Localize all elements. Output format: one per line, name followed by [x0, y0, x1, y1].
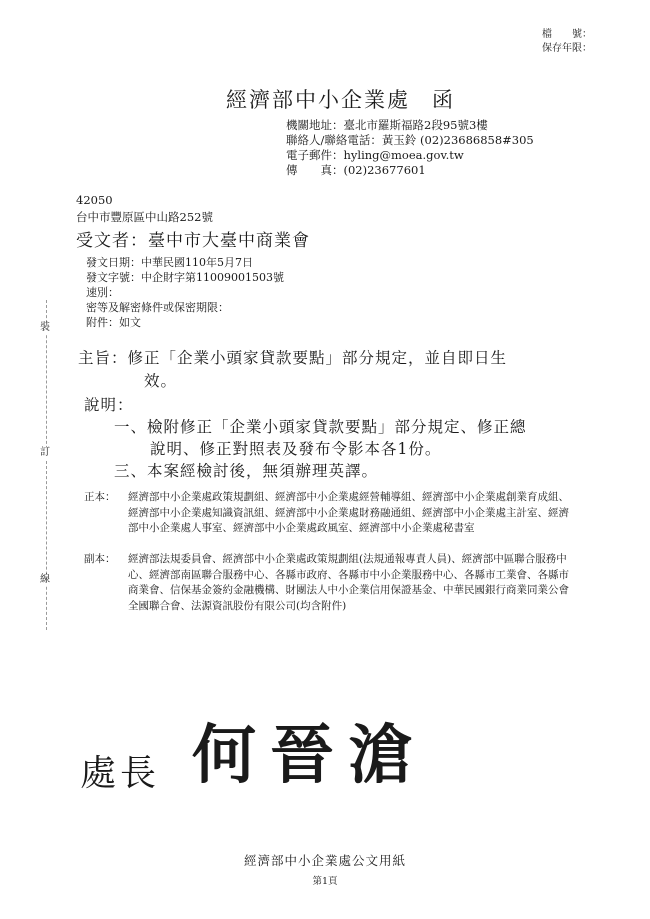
subject-line-2: 效。 [144, 372, 178, 390]
explanation-item-1 [114, 416, 584, 460]
document-type: 函 [432, 88, 455, 112]
retention-period-label: 保存年限： [542, 43, 592, 54]
signature-block [80, 704, 426, 796]
copy-recipients [84, 552, 574, 614]
reference-number: 發文字號：中企財字第11009001503號 [86, 271, 284, 284]
issue-date: 發文日期：中華民國110年5月7日 [86, 256, 253, 269]
binding-mark-ding: 訂 [40, 447, 50, 458]
file-info-block [542, 28, 592, 56]
copy-label: 副本： [84, 553, 116, 565]
file-number-label: 檔 號： [542, 29, 592, 40]
subject-line-1: 主旨：修正「企業小頭家貸款要點」部分規定，並自即日生 [78, 349, 508, 367]
agency-contact: 聯絡人/聯絡電話：黃玉鈴 (02)23686858#305 [286, 133, 534, 147]
signatory-name: 何晉滄 [192, 718, 427, 793]
agency-fax: 傳 真：(02)23677601 [286, 163, 426, 177]
recipient-address: 台中市豐原區中山路252號 [76, 210, 213, 224]
postal-code: 42050 [76, 193, 113, 207]
original-list: 經濟部中小企業處政策規劃組、經濟部中小企業處經營輔導組、經濟部中小企業處創業育成組、經濟部中小企業處知識資訊組、經濟部中小企業處財務融通組、經濟部中小企業處主計室、經濟部中小企業處人事室、經濟部中小企業處政風室、經濟部中小企業處秘書室 [128, 491, 569, 534]
agency-email: 電子郵件：hyling@moea.gov.tw [286, 148, 464, 162]
explanation-item-1-line-2: 說明、修正對照表及發布令影本各1份。 [150, 440, 442, 458]
subject-paragraph [78, 347, 598, 393]
document-title [226, 84, 455, 114]
stationery-footer: 經濟部中小企業處公文用紙 [243, 853, 406, 868]
binding-mark-zhuang: 裝 [40, 322, 50, 333]
delivery-speed: 速別： [86, 286, 119, 299]
copy-list: 經濟部法規委員會、經濟部中小企業處政策規劃組(法規通報專責人員)、經濟部中區聯合服務中心、經濟部南區聯合服務中心、各縣市政府、各縣市中小企業服務中心、各縣市工業會、各縣市商業會、信保基金簽約金融機構、財團法人中小企業信用保證基金、中華民國銀行商業同業公會全國聯合會、法源資訊股份有限公司(均含附件) [128, 553, 569, 612]
secrecy-level: 密等及解密條件或保密期限： [86, 301, 229, 314]
signatory-title: 處長 [80, 753, 161, 794]
agency-address: 機關地址：臺北市羅斯福路2段95號3樓 [286, 118, 488, 132]
attachment-note: 附件：如文 [86, 316, 141, 329]
binding-mark-xian: 線 [40, 574, 50, 585]
explanation-heading: 說明： [84, 396, 134, 414]
explanation-item-1-line-1: 一、檢附修正「企業小頭家貸款要點」部分規定、修正總 [114, 418, 527, 436]
original-recipients [84, 490, 574, 537]
original-label: 正本： [84, 491, 116, 503]
recipient-name: 受文者：臺中市大臺中商業會 [76, 231, 310, 251]
page-number: 第1頁 [312, 876, 338, 887]
explanation-item-2: 三、本案經檢討後，無須辦理英譯。 [114, 462, 379, 480]
issuing-agency: 經濟部中小企業處 [226, 88, 410, 112]
